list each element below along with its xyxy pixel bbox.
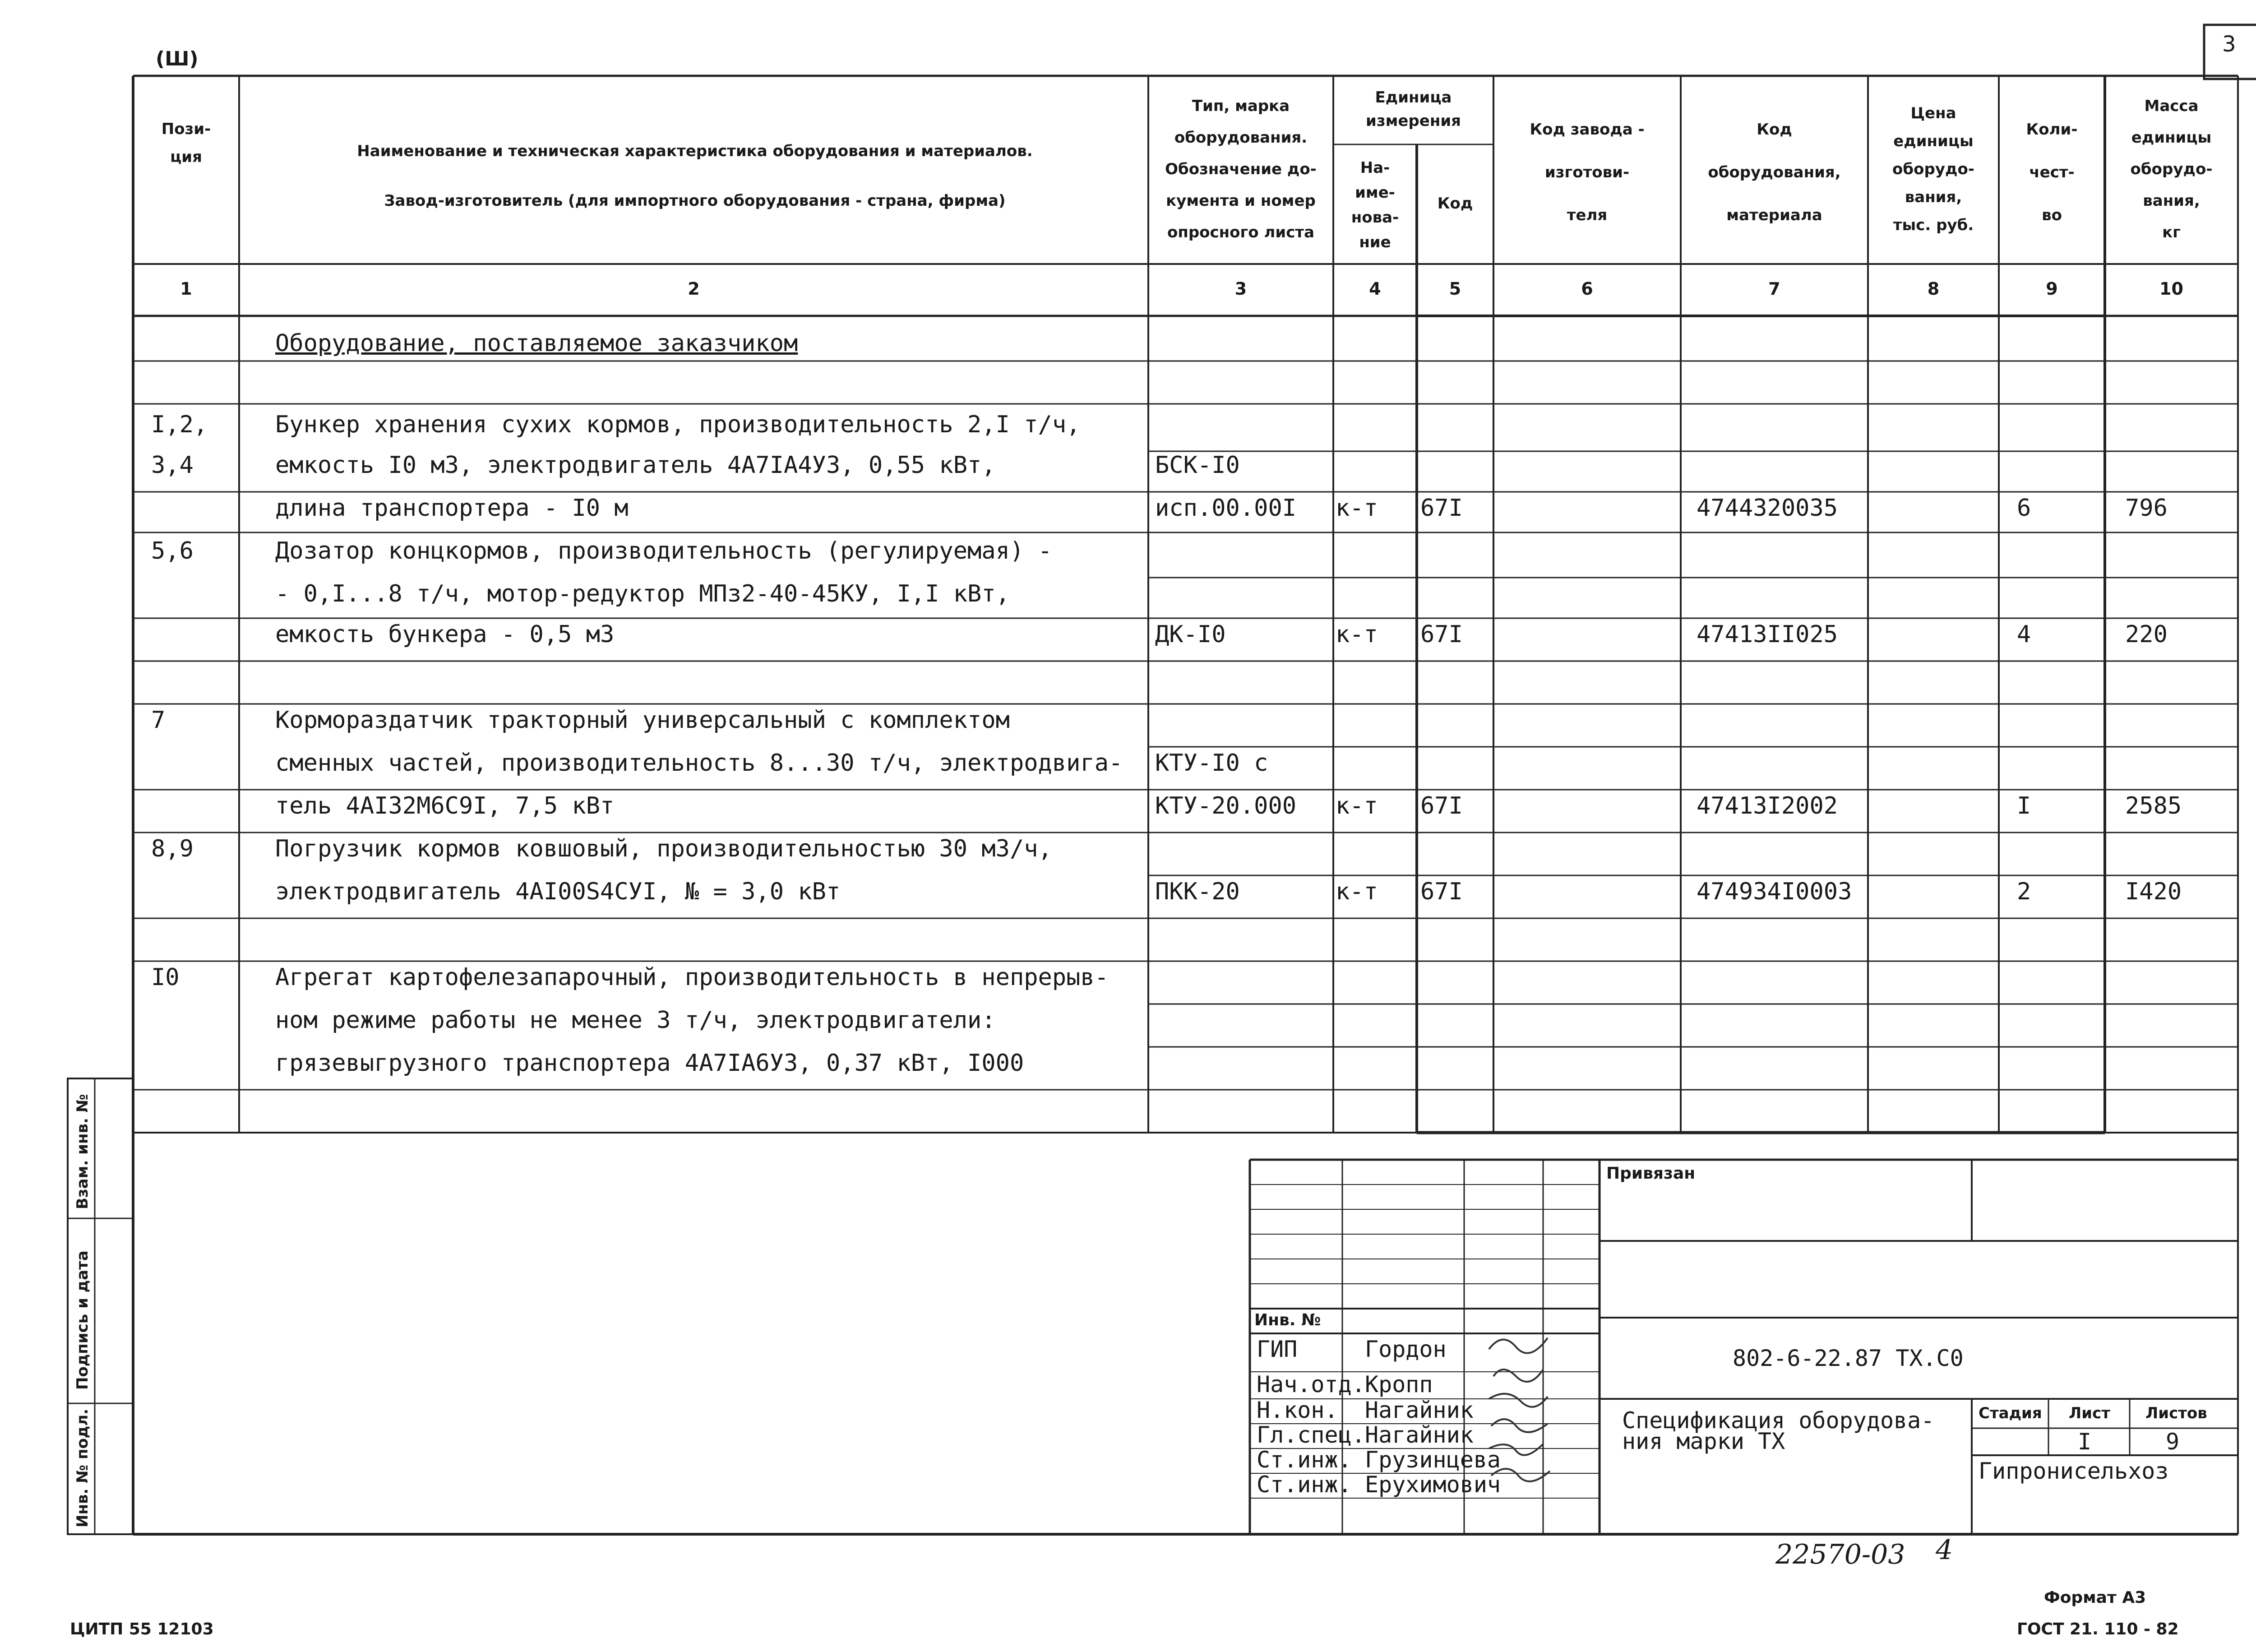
staff-role: Н.кон. [1257,1397,1338,1423]
col-number: 7 [1768,279,1780,299]
cell-unit: к-т [1336,878,1378,905]
stage-label: Стадия [1979,1404,2042,1422]
document-title: Спецификация оборудова- ния марки ТХ [1622,1407,1935,1454]
col-number: 5 [1449,279,1461,299]
document-code: 802-6-22.87 ТХ.С0 [1733,1345,1964,1371]
cell-name: электродвигатель 4АI00S4СУI, № = 3,0 кВт [275,878,841,905]
staff-name: Нагайник [1365,1422,1474,1448]
cell-equipment-code: 474934I0003 [1697,878,1852,905]
staff-name: Ерухимович [1365,1472,1501,1498]
inventory-number: 22570-03 [1775,1539,1905,1570]
staff-name: Нагайник [1365,1397,1474,1423]
cell-quantity: I [2017,792,2031,819]
header-unit: Единица измерения [1366,88,1461,130]
cell-name: сменных частей, производительность 8...30 т/ч, электродвига- [275,750,1123,777]
cell-mass: 796 [2125,495,2168,522]
privyazan-label: Привязан [1606,1164,1696,1183]
staff-role: Ст.инж. [1257,1472,1352,1498]
col-number: 8 [1927,279,1940,299]
cell-unit-code: 67I [1420,621,1463,648]
organization: Гипронисельхоз [1979,1458,2169,1484]
staff-role: Ст.инж. [1257,1447,1352,1473]
col-number: 3 [1234,279,1247,299]
cell-position: I,2, [151,411,208,438]
col-number: 9 [2046,279,2058,299]
staff-role: ГИП [1257,1336,1298,1362]
cell-position: I0 [151,964,180,991]
cell-name: грязевыгрузного транспортера 4А7IА6У3, 0,37 кВт, I000 [275,1050,1024,1077]
cell-unit-code: 67I [1420,792,1463,819]
header-position: Пози- ция [161,120,211,166]
staff-name: Кропп [1365,1371,1433,1397]
footer-left: ЦИТП 55 12103 [70,1620,214,1638]
side-label-vzam-inv: Взам. инв. № [74,1094,92,1209]
cell-name: - 0,I...8 т/ч, мотор-редуктор МПз2-40-45КУ, I,I кВт, [275,580,1010,607]
cell-quantity: 4 [2017,621,2031,648]
header-name: Наименование и техническая характеристика оборудования и материалов. Завод-изготовитель (для импортного оборудования - страна, фирма) [357,142,1033,210]
staff-name: Гордон [1365,1336,1447,1362]
cell-unit: к-т [1336,792,1378,819]
cell-name: Погрузчик кормов ковшовый, производительностью 30 м3/ч, [275,835,1052,862]
cell-equipment-code: 47413II025 [1697,621,1838,648]
sheet-label: Лист [2069,1404,2110,1422]
side-label-inv-podl: Инв. № подл. [74,1408,92,1527]
corner-number: 3 [2222,32,2236,57]
cell-mass: 2585 [2125,792,2182,819]
cell-name: емкость I0 м3, электродвигатель 4А7IА4У3, 0,55 кВт, [275,452,996,479]
header-factory-code: Код завода - изготови- теля [1530,120,1645,224]
cell-name: емкость бункера - 0,5 м3 [275,621,615,648]
cell-position: 3,4 [151,452,194,479]
header-mass: Масса единицы оборудо- вания, кг [2130,97,2213,241]
col-number: 2 [688,279,700,299]
col-number: 1 [180,279,192,299]
section-title: Оборудование, поставляемое заказчиком [275,330,798,357]
cell-unit-code: 67I [1420,878,1463,905]
cell-equipment-code: 4744320035 [1697,495,1838,522]
header-equipment-code: Код оборудования, материала [1708,120,1841,224]
header-unit-name: На- име- нова- ние [1351,159,1399,251]
cell-name: тель 4АI32М6С9I, 7,5 кВт [275,792,615,819]
cell-name: Агрегат картофелезапарочный, производительность в непрерыв- [275,964,1109,991]
cell-name: Дозатор концкормов, производительность (регулируемая) - [275,537,1052,565]
cell-position: 7 [151,707,166,734]
header-type: Тип, марка оборудования. Обозначение до- кумента и номер опросного листа [1165,97,1317,241]
col-number: 4 [1369,279,1381,299]
staff-role: Нач.отд. [1257,1371,1365,1397]
cell-unit: к-т [1336,495,1378,522]
cell-type: КТУ-20.000 [1155,792,1297,819]
cell-type: ДК-I0 [1155,621,1226,648]
cell-name: Бункер хранения сухих кормов, производительность 2,I т/ч, [275,411,1081,438]
header-quantity: Коли- чест- во [2026,120,2078,224]
cell-unit: к-т [1336,621,1378,648]
cell-type: исп.00.00I [1155,495,1297,522]
cell-type: БСК-I0 [1155,452,1240,479]
cell-unit-code: 67I [1420,495,1463,522]
inv-no-label: Инв. № [1254,1311,1321,1329]
cell-position: 5,6 [151,537,194,565]
staff-role: Гл.спец. [1257,1422,1365,1448]
cell-mass: I420 [2125,878,2182,905]
header-price: Цена единицы оборудо- вания, тыс. руб. [1892,104,1974,234]
cell-name: длина транспортера - I0 м [275,495,629,522]
cell-position: 8,9 [151,835,194,862]
cell-name: Кормораздатчик тракторный универсальный с комплектом [275,707,1010,734]
col-number: 6 [1581,279,1593,299]
cell-equipment-code: 47413I2002 [1697,792,1838,819]
format-label: Формат А3 [2044,1588,2146,1607]
side-label-signature-date: Подпись и дата [74,1250,92,1390]
roman-marker: (Ш) [156,47,199,70]
cell-quantity: 2 [2017,878,2031,905]
cell-mass: 220 [2125,621,2168,648]
cell-type: ПКК-20 [1155,878,1240,905]
signatures [1480,1331,1561,1503]
sheet-value: I [2078,1429,2092,1455]
cell-name: ном режиме работы не менее 3 т/ч, электродвигатели: [275,1007,996,1034]
cell-quantity: 6 [2017,495,2031,522]
sheets-value: 9 [2166,1429,2180,1455]
inventory-suffix: 4 [1936,1534,1953,1566]
sheets-label: Листов [2145,1404,2207,1422]
col-number: 10 [2159,279,2183,299]
footer-right: ГОСТ 21. 110 - 82 [2017,1620,2179,1638]
staff-name: Грузинцева [1365,1447,1501,1473]
header-unit-code: Код [1437,194,1473,213]
cell-type: КТУ-I0 с [1155,750,1268,777]
